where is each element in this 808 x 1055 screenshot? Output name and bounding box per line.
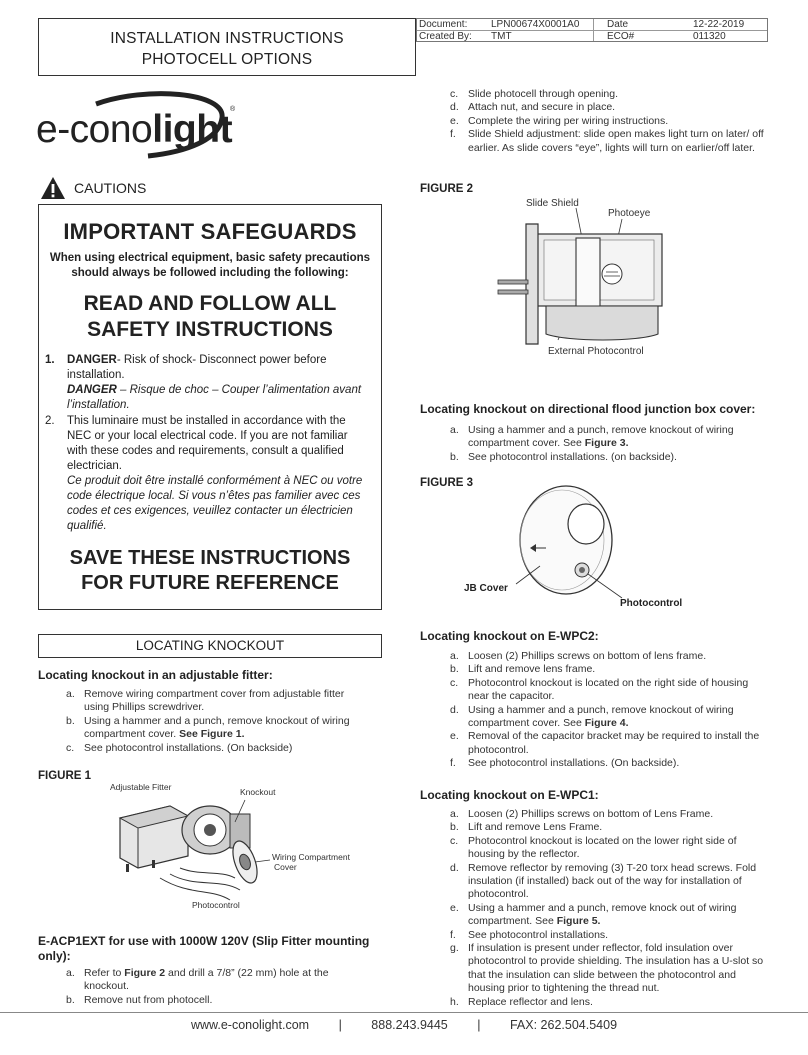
slide-shield-callout: Slide Shield [526, 198, 579, 209]
wpc2-list [450, 650, 770, 771]
figure-1-label: FIGURE 1 [38, 770, 92, 782]
list-text: Lift and remove lens frame. [468, 663, 596, 676]
figure-2-illustration [488, 194, 678, 364]
list-marker: f. [450, 928, 456, 941]
wpc1-heading: Locating knockout on E-WPC1: [420, 788, 599, 802]
econolight-logo [36, 90, 236, 160]
save-line-2: FOR FUTURE REFERENCE [81, 572, 339, 594]
list-marker: d. [450, 861, 459, 874]
title-line-2: PHOTOCELL OPTIONS [141, 51, 313, 68]
list-marker: f. [450, 128, 456, 141]
list-text: Complete the wiring per wiring instructions. [468, 114, 669, 127]
external-photocontrol-callout: External Photocontrol [548, 346, 644, 357]
list-text: Refer to [84, 967, 125, 979]
list-item [450, 677, 770, 704]
list-item [450, 663, 770, 676]
warning-triangle-icon [40, 176, 66, 200]
list-item [450, 451, 770, 464]
logo-bold: light [152, 108, 233, 151]
list-item [450, 902, 770, 929]
figure-3-illustration [456, 484, 696, 614]
list-marker: c. [66, 741, 75, 754]
flood-list [450, 424, 770, 464]
list-item [450, 115, 770, 128]
list-marker: c. [450, 834, 459, 847]
read-follow-line-1: READ AND FOLLOW ALL [83, 292, 337, 315]
list-text: See photocontrol installations. (On backside) [84, 741, 293, 754]
list-marker: a. [450, 424, 459, 436]
date-label: Date [607, 19, 629, 30]
list-item [450, 821, 770, 834]
footer-phone: 888.243.9445 [371, 1018, 448, 1032]
save-line-1: SAVE THESE INSTRUCTIONS [69, 547, 351, 569]
footer-website-link[interactable]: www.e-conolight.com [190, 1018, 310, 1032]
list-text: Lift and remove Lens Frame. [468, 821, 603, 834]
eco-value: 011320 [693, 31, 726, 42]
nec-text: This luminaire must be installed in accordance with the NEC or your local electrical code. If you are not familiar with these codes and requirements, consult a qualified electrician. [67, 415, 348, 472]
wpc1-list [450, 808, 770, 1009]
list-marker: e. [450, 901, 459, 914]
list-marker: h. [450, 995, 459, 1008]
figure-ref: Figure 4. [584, 717, 629, 730]
title-box [38, 18, 416, 76]
flood-heading: Locating knockout on directional flood junction box cover: [420, 402, 756, 416]
list-item [450, 650, 770, 663]
continued-list [450, 88, 770, 155]
list-item [450, 704, 770, 731]
list-item [450, 88, 770, 101]
cover-callout-2: Cover [274, 862, 297, 872]
acp-heading: E-ACP1EXT for use with 1000W 120V (Slip Fitter mounting only): [38, 934, 370, 963]
title-line-1: INSTALLATION INSTRUCTIONS [110, 30, 344, 47]
list-item [450, 730, 770, 757]
acp-list [66, 967, 366, 1007]
safety-item [39, 414, 381, 534]
danger-text: - Risk of shock- Disconnect power before installation. [67, 354, 327, 381]
list-item [450, 424, 770, 451]
figure-3-label: FIGURE 3 [420, 477, 474, 489]
list-text: Photocontrol knockout is located on the lower right side of housing by the reflector. [468, 834, 737, 861]
registered-mark: ® [230, 106, 236, 113]
list-marker: f. [450, 757, 456, 770]
list-marker: a. [66, 967, 75, 979]
list-item [450, 101, 770, 114]
safeguards-box [38, 204, 382, 610]
figure-1-illustration [100, 778, 370, 916]
nec-text-fr: Ce produit doit être installé conformément à NEC ou votre code électrique local. Si vous n’êtes pas familier avec ces codes et ces exigences, veuillez contacter un électricien qualifié. [67, 475, 363, 532]
list-marker: a. [66, 688, 75, 700]
adjustable-fitter-list [66, 688, 366, 755]
cautions-row [40, 174, 146, 202]
footer-separator: | [338, 1018, 342, 1032]
list-text: Using a hammer and a punch, remove knockout of wiring compartment cover. See [468, 703, 734, 730]
list-item [450, 996, 770, 1009]
safeguards-heading: IMPORTANT SAFEGUARDS [63, 219, 357, 244]
logo-wordmark [36, 108, 232, 152]
document-label: Document: [419, 19, 468, 30]
created-by-value: TMT [491, 31, 512, 42]
list-marker: b. [66, 714, 75, 727]
locating-knockout-heading: LOCATING KNOCKOUT [38, 634, 382, 658]
cautions-label: CAUTIONS [74, 180, 147, 196]
list-item [450, 862, 770, 902]
list-text: See photocontrol installations. (on backside). [468, 450, 677, 463]
list-text: Photocontrol knockout is located on the right side of housing near the capacitor. [468, 676, 749, 703]
list-item [450, 929, 770, 942]
footer-separator: | [477, 1018, 481, 1032]
list-text: If insulation is present under reflector, fold insulation over photocontrol to provide shielding. The insulation has a U-slot so that the insulation can slide between the photocontrol and housing prior to tightening the thread nut. [468, 942, 764, 995]
list-marker: d. [450, 101, 459, 114]
list-marker: g. [450, 942, 459, 955]
list-item [450, 757, 770, 770]
list-text: Using a hammer and a punch, remove knock out of wiring compartment. See [468, 901, 737, 928]
list-marker: a. [450, 650, 459, 662]
knockout-callout: Knockout [240, 787, 276, 797]
document-value: LPN00674X0001A0 [491, 19, 580, 30]
list-text: and drill a 7/8” (22 mm) hole at the knockout. [84, 967, 329, 993]
safety-item [39, 353, 381, 413]
photocontrol-callout: Photocontrol [620, 598, 683, 609]
photocontrol-callout: Photocontrol [192, 900, 240, 910]
list-item [66, 715, 366, 742]
jb-cover-callout: JB Cover [464, 583, 508, 594]
list-text: Remove reflector by removing (3) T-20 torx head screws. Fold insulation (if installed) back out of the way for installation of photocontrol. [468, 861, 757, 901]
list-text: Using a hammer and a punch, remove knockout of wiring compartment cover. See [468, 424, 734, 450]
list-marker: b. [66, 993, 75, 1006]
list-item [450, 942, 770, 996]
list-marker: b. [450, 450, 459, 463]
list-item [66, 742, 366, 755]
fitter-callout: Adjustable Fitter [110, 782, 172, 792]
list-marker: c. [450, 676, 459, 689]
danger-text-fr: – Risque de choc – Couper l’alimentation avant l’installation. [67, 384, 362, 411]
list-item [66, 994, 366, 1007]
list-marker: e. [450, 730, 459, 743]
list-marker: a. [450, 808, 459, 820]
list-marker: e. [450, 114, 459, 127]
list-text: Remove wiring compartment cover from adjustable fitter using Phillips screwdriver. [84, 688, 345, 714]
figure-ref: Figure 5. [556, 915, 601, 928]
list-text: See photocontrol installations. (On backside). [468, 757, 680, 770]
adjustable-fitter-heading: Locating knockout in an adjustable fitter: [38, 668, 273, 682]
photoeye-callout: Photoeye [608, 208, 651, 219]
list-marker: d. [450, 703, 459, 716]
item-number: 1. [45, 354, 55, 366]
item-number: 2. [45, 415, 55, 427]
danger-label: DANGER [67, 354, 117, 366]
safeguards-subheading: When using electrical equipment, basic safety precautions should always be followed including the following: [49, 252, 371, 279]
footer-divider [0, 1012, 808, 1013]
list-text: Slide photocell through opening. [468, 88, 619, 100]
figure-ref: See Figure 1. [179, 728, 245, 741]
read-follow-heading [39, 291, 381, 343]
list-item [450, 835, 770, 862]
list-marker: b. [450, 663, 459, 676]
logo-prefix: e-cono [36, 108, 153, 151]
list-item [450, 128, 770, 155]
list-text: Removal of the capacitor bracket may be required to install the photocontrol. [468, 730, 760, 756]
list-text: See photocontrol installations. [468, 928, 609, 941]
figure-2-label: FIGURE 2 [420, 183, 474, 195]
read-follow-line-2: SAFETY INSTRUCTIONS [87, 318, 333, 341]
list-text: Remove nut from photocell. [84, 993, 213, 1006]
list-marker: c. [450, 88, 459, 100]
wpc2-heading: Locating knockout on E-WPC2: [420, 629, 599, 643]
created-by-label: Created By: [419, 31, 472, 42]
save-instructions-heading [39, 546, 381, 596]
footer [0, 1018, 808, 1032]
figure-ref: Figure 2 [124, 967, 166, 979]
list-text: Loosen (2) Phillips screws on bottom of lens frame. [468, 650, 707, 662]
cover-callout-1: Wiring Compartment [272, 852, 350, 862]
list-item [66, 967, 366, 994]
list-text: Replace reflector and lens. [468, 995, 593, 1008]
list-text: Attach nut, and secure in place. [468, 101, 616, 114]
eco-label: ECO# [607, 31, 635, 42]
list-item [66, 688, 366, 715]
list-marker: b. [450, 821, 459, 834]
list-text: Using a hammer and a punch, remove knockout of wiring compartment cover. [84, 714, 350, 741]
safety-list [39, 353, 381, 534]
figure-ref: Figure 3. [584, 437, 629, 450]
list-text: Loosen (2) Phillips screws on bottom of Lens Frame. [468, 808, 714, 820]
list-text: Slide Shield adjustment: slide open makes light turn on later/ off earlier. As slide covers “eye”, lights will turn on earlier/off later. [468, 128, 764, 154]
danger-label-fr: DANGER [67, 384, 117, 396]
date-value: 12-22-2019 [693, 19, 745, 30]
footer-fax: FAX: 262.504.5409 [509, 1018, 618, 1032]
document-info-table [416, 18, 768, 42]
list-item [450, 808, 770, 821]
